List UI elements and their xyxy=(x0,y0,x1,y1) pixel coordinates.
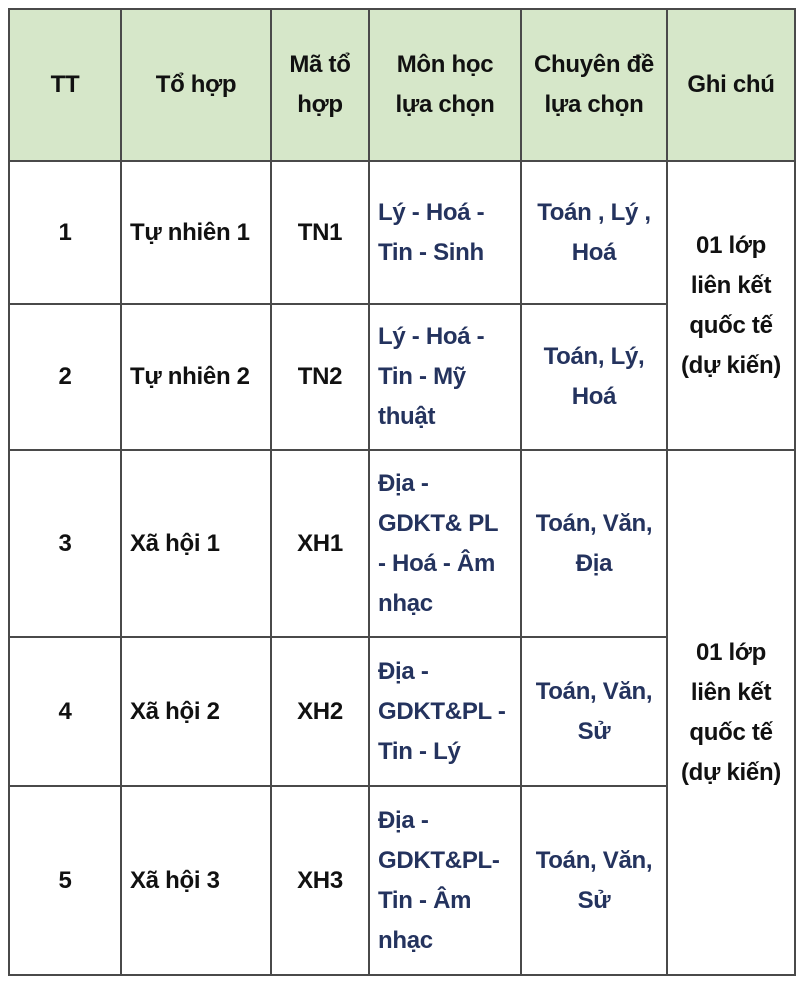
subjects-line: Lý - Hoá - xyxy=(378,198,485,226)
subjects-line: Tin - Âm xyxy=(378,886,472,914)
cell-tt: 3 xyxy=(9,450,121,637)
header-elective-subjects xyxy=(369,9,521,161)
cell-subjects xyxy=(369,450,521,637)
cell-combination-code: XH3 xyxy=(271,786,369,975)
topics-line: Sử xyxy=(577,886,611,914)
cell-combination-code: XH1 xyxy=(271,450,369,637)
note-line: 01 lớp xyxy=(696,231,766,259)
table-header-row xyxy=(9,9,795,161)
topics-line: Toán, Lý, xyxy=(543,343,645,370)
cell-topics xyxy=(521,786,667,975)
topics-line: Toán, Văn, xyxy=(535,509,653,537)
cell-subjects xyxy=(369,304,521,450)
cell-combination-code: XH2 xyxy=(271,637,369,786)
note-line: quốc tế xyxy=(689,718,773,746)
cell-tt: 2 xyxy=(9,304,121,450)
subjects-line: GDKT&PL- xyxy=(378,846,500,874)
header-note: Ghi chú xyxy=(667,9,795,161)
table-row xyxy=(9,450,795,637)
cell-topics xyxy=(521,161,667,304)
note-line: liên kết xyxy=(690,271,772,299)
cell-topics xyxy=(521,304,667,450)
subjects-line: GDKT&PL - xyxy=(378,697,506,725)
note-line: quốc tế xyxy=(689,311,773,339)
cell-tt: 5 xyxy=(9,786,121,975)
cell-topics xyxy=(521,450,667,637)
subjects-line: Tin - Lý xyxy=(378,737,461,765)
subjects-line: Địa - xyxy=(378,806,429,834)
cell-subjects xyxy=(369,161,521,304)
subjects-line: - Hoá - Âm xyxy=(378,549,496,577)
subjects-line: Lý - Hoá - xyxy=(378,323,485,350)
subjects-line: nhạc xyxy=(378,926,433,954)
cell-subjects xyxy=(369,637,521,786)
header-combination-code xyxy=(271,9,369,161)
cell-note xyxy=(667,161,795,450)
header-code-line-1: Mã tổ xyxy=(289,51,351,78)
header-topics-line-1: Chuyên đề xyxy=(534,51,654,78)
cell-combination: Tự nhiên 1 xyxy=(121,161,271,304)
subjects-line: Địa - xyxy=(378,657,429,685)
subjects-line: thuật xyxy=(378,403,436,430)
topics-line: Hoá xyxy=(571,238,617,266)
header-topics-line-2: lựa chọn xyxy=(544,91,644,118)
header-subjects-line-1: Môn học xyxy=(396,51,494,78)
topics-line: Sử xyxy=(577,717,611,745)
cell-combination: Xã hội 1 xyxy=(121,450,271,637)
subjects-line: Địa - xyxy=(378,469,429,497)
cell-combination-code: TN1 xyxy=(271,161,369,304)
topics-line: Toán, Văn, xyxy=(535,846,653,874)
topics-line: Toán , Lý , xyxy=(537,198,651,226)
note-line: (dự kiến) xyxy=(680,758,781,786)
cell-subjects xyxy=(369,786,521,975)
cell-tt: 1 xyxy=(9,161,121,304)
note-line: liên kết xyxy=(690,678,772,706)
topics-line: Địa xyxy=(575,549,613,577)
table-row xyxy=(9,161,795,304)
topics-line: Toán, Văn, xyxy=(535,677,653,705)
subjects-line: Tin - Mỹ xyxy=(378,363,466,390)
subjects-line: GDKT& PL xyxy=(378,509,499,537)
subjects-line: Tin - Sinh xyxy=(378,238,484,266)
header-combination: Tổ hợp xyxy=(121,9,271,161)
cell-tt: 4 xyxy=(9,637,121,786)
cell-combination: Xã hội 2 xyxy=(121,637,271,786)
topics-line: Hoá xyxy=(571,383,617,410)
note-line: 01 lớp xyxy=(696,638,766,666)
subjects-line: nhạc xyxy=(378,589,433,617)
cell-note xyxy=(667,450,795,975)
cell-topics xyxy=(521,637,667,786)
header-elective-topics xyxy=(521,9,667,161)
header-subjects-line-2: lựa chọn xyxy=(395,91,495,118)
cell-combination: Xã hội 3 xyxy=(121,786,271,975)
header-tt: TT xyxy=(9,9,121,161)
subject-combination-table xyxy=(8,8,796,976)
note-line: (dự kiến) xyxy=(680,351,781,379)
header-code-line-2: hợp xyxy=(297,91,343,118)
cell-combination-code: TN2 xyxy=(271,304,369,450)
cell-combination: Tự nhiên 2 xyxy=(121,304,271,450)
